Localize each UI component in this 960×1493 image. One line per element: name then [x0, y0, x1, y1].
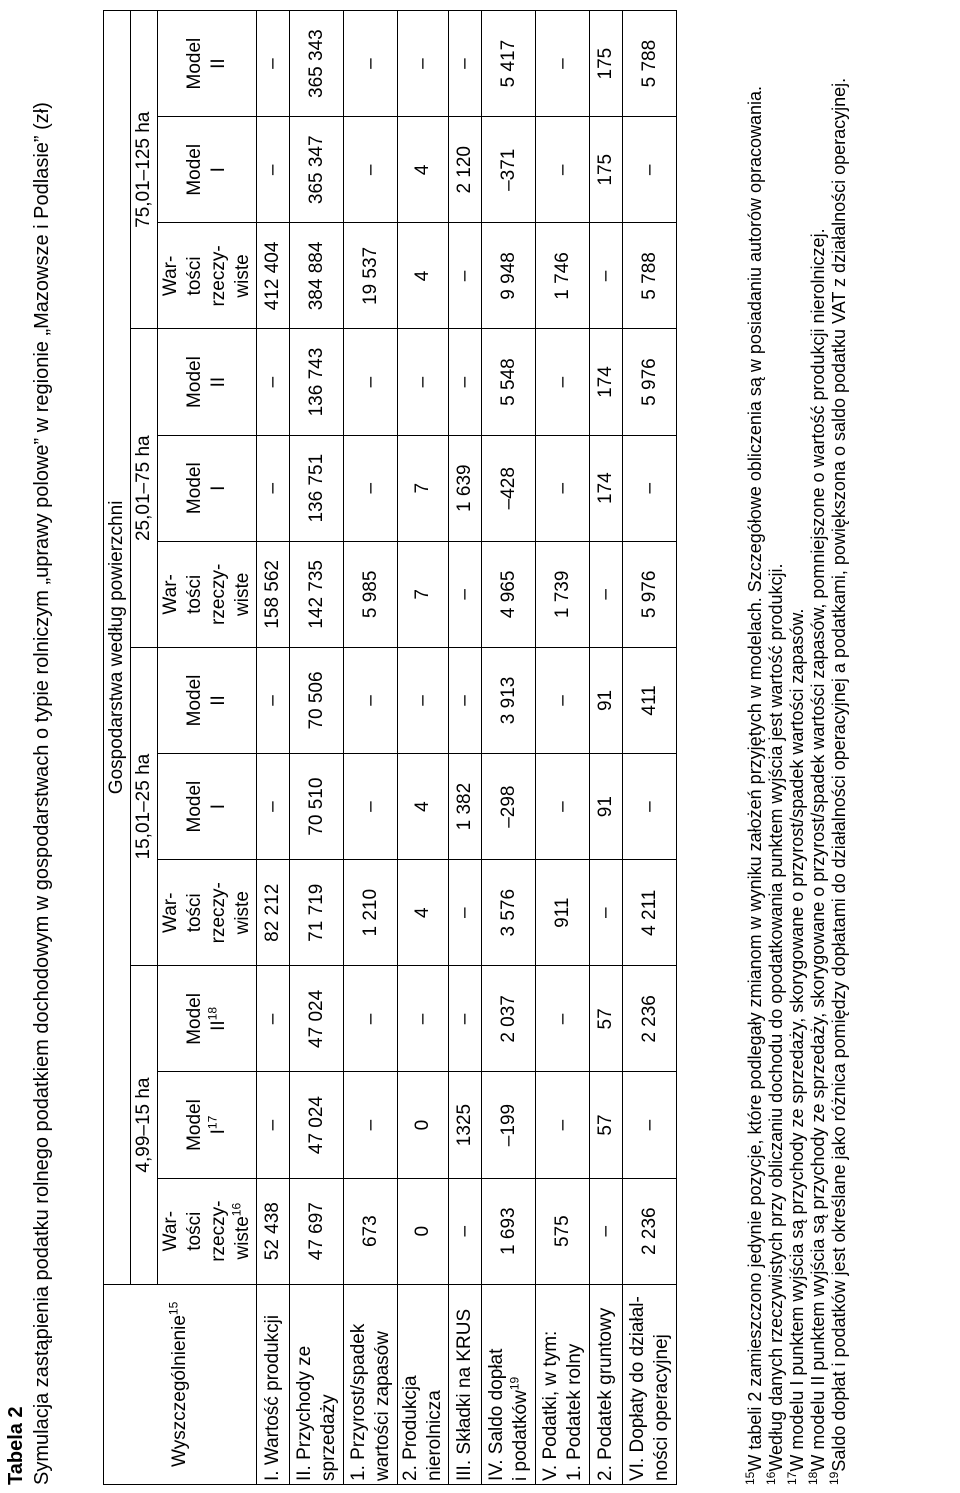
- footnote-number: 16: [764, 1471, 778, 1485]
- table-cell: 411: [623, 647, 677, 753]
- table-cell: 673: [344, 1178, 398, 1284]
- table-cell: –: [449, 11, 482, 117]
- footnote: [766, 9, 787, 1485]
- row-label: [623, 1284, 677, 1484]
- table-cell: –199: [482, 1072, 536, 1178]
- row-label-line: III. Składki na KRUS: [454, 1308, 475, 1481]
- footnote-ref: 16: [229, 1202, 244, 1217]
- table-cell: 175: [590, 11, 623, 117]
- table-cell: 4: [398, 223, 449, 329]
- row-label-line: II. Przychody ze: [293, 1345, 315, 1481]
- table-cell: –: [257, 329, 290, 435]
- table-row: [290, 11, 344, 1485]
- table-cell: 52 438: [257, 1178, 290, 1284]
- column-header: [158, 435, 257, 541]
- column-header: [158, 541, 257, 647]
- row-label: [290, 1284, 344, 1484]
- row-label: [257, 1284, 290, 1484]
- table-cell: 158 562: [257, 541, 290, 647]
- row-label: [344, 1284, 398, 1484]
- table-cell: –: [623, 117, 677, 223]
- footnote-text: W modelu I punktem wyjścia są przychody ze sprzedaży, skorygowane o przyrost/spadek wartości zapasów.: [787, 608, 807, 1472]
- footnote-text: W tabeli 2 zamieszczono jedynie pozycje, które podlegały zmianom w wyniku założeń przyjętych w modelach. Szczegółowe obliczenia są w posiadaniu autorów opracowania.: [745, 85, 765, 1472]
- table-cell: 70 510: [290, 754, 344, 860]
- table-cell: –: [398, 647, 449, 753]
- column-header-line: War-: [160, 255, 181, 297]
- table-cell: –: [449, 1178, 482, 1284]
- group-header: 25,01–75 ha: [131, 329, 158, 647]
- row-label-line: 1. Przyrost/spadek: [347, 1323, 369, 1481]
- table-cell: 365 347: [290, 117, 344, 223]
- table-cell: –: [344, 117, 398, 223]
- column-header-line: Model: [184, 462, 205, 515]
- table-cell: 1 739: [536, 541, 590, 647]
- table-cell: –: [536, 1072, 590, 1178]
- column-header-line: Model: [184, 780, 205, 833]
- table-cell: –: [536, 754, 590, 860]
- table-cell: 2 236: [623, 1178, 677, 1284]
- table-cell: 1 693: [482, 1178, 536, 1284]
- table-row: [344, 11, 398, 1485]
- column-header-line: II: [208, 695, 229, 706]
- row-label: [536, 1284, 590, 1484]
- column-header: [158, 754, 257, 860]
- column-header-line: I: [208, 803, 229, 810]
- table-cell: –: [398, 11, 449, 117]
- table-row: [590, 11, 623, 1485]
- column-header: [158, 860, 257, 966]
- row-label-line: IV. Saldo dopłat: [485, 1348, 507, 1481]
- table-cell: 2 120: [449, 117, 482, 223]
- table-cell: –: [344, 11, 398, 117]
- table-cell: 4: [398, 860, 449, 966]
- table-cell: –: [257, 1072, 290, 1178]
- footnote-ref: 19: [507, 1376, 522, 1391]
- table-cell: 4: [398, 117, 449, 223]
- column-header-line: I: [208, 485, 229, 491]
- corner-header: Wyszczególnienie$^{15}$: [104, 1284, 257, 1484]
- table-cell: 5 788: [623, 223, 677, 329]
- table-cell: 136 743: [290, 329, 344, 435]
- table-cell: –: [344, 754, 398, 860]
- row-label-line: ności operacyjnej: [650, 1334, 672, 1481]
- table-cell: 7: [398, 541, 449, 647]
- table-cell: –: [449, 541, 482, 647]
- table-cell: –: [257, 435, 290, 541]
- row-label: [482, 1284, 536, 1484]
- group-header: 75,01–125 ha: [131, 11, 158, 329]
- table-cell: –: [590, 541, 623, 647]
- table-cell: –371: [482, 117, 536, 223]
- column-header-line: Model: [184, 143, 205, 196]
- row-label-line: VI. Dopłaty do działal-: [626, 1296, 648, 1481]
- table-cell: –: [536, 435, 590, 541]
- table-cell: –: [257, 647, 290, 753]
- table-cell: –: [536, 966, 590, 1072]
- column-header-line: wiste: [232, 572, 253, 616]
- column-header-line: rzeczy-: [208, 882, 229, 944]
- column-header-line: I: [208, 167, 229, 173]
- table-cell: 5 985: [344, 541, 398, 647]
- table-row: [449, 11, 482, 1485]
- column-header: [158, 329, 257, 435]
- column-header-line: tości: [184, 574, 205, 614]
- row-label: [449, 1284, 482, 1484]
- footnotes: [745, 9, 850, 1485]
- table-row: [257, 11, 290, 1485]
- table-cell: 1 746: [536, 223, 590, 329]
- table-cell: –: [344, 647, 398, 753]
- footnote-number: 17: [785, 1471, 799, 1485]
- table-cell: 47 024: [290, 1072, 344, 1178]
- table-cell: –: [449, 860, 482, 966]
- footnote: [808, 9, 829, 1485]
- table-cell: –: [536, 117, 590, 223]
- table-cell: –298: [482, 754, 536, 860]
- table-cell: –: [257, 754, 290, 860]
- table-cell: 2 037: [482, 966, 536, 1072]
- table-cell: 5 548: [482, 329, 536, 435]
- column-header: [158, 117, 257, 223]
- table-row: [536, 11, 590, 1485]
- table-cell: –: [398, 966, 449, 1072]
- table-cell: –: [344, 966, 398, 1072]
- table-cell: –: [449, 966, 482, 1072]
- table-cell: –: [257, 966, 290, 1072]
- group-header: 15,01–25 ha: [131, 647, 158, 965]
- table-cell: –: [449, 647, 482, 753]
- table-cell: –: [449, 223, 482, 329]
- column-header-line: tości: [184, 256, 205, 296]
- footnote-number: 15: [743, 1471, 757, 1485]
- table-cell: 142 735: [290, 541, 344, 647]
- footnote: [787, 9, 808, 1485]
- table-cell: 5 976: [623, 329, 677, 435]
- column-header-line: War-: [160, 1210, 181, 1252]
- table-cell: 57: [590, 1072, 623, 1178]
- footnote-text: W modelu II punktem wyjścia są przychody ze sprzedaży, skorygowane o przyrost/spadek wartości zapasów, pomniejszone o wartość produkcji nierolniczej.: [808, 228, 828, 1472]
- table-cell: 4 211: [623, 860, 677, 966]
- table-cell: 91: [590, 647, 623, 753]
- table-cell: 575: [536, 1178, 590, 1284]
- table-cell: 1325: [449, 1072, 482, 1178]
- table-cell: –: [623, 754, 677, 860]
- column-header-line: wiste: [232, 1216, 253, 1260]
- footnote-number: 19: [827, 1471, 841, 1485]
- row-label-line: V. Podatki, w tym:: [539, 1330, 561, 1481]
- row-label-line: wartości zapasów: [371, 1331, 393, 1481]
- table-cell: 0: [398, 1178, 449, 1284]
- table-cell: 0: [398, 1072, 449, 1178]
- table-cell: 3 913: [482, 647, 536, 753]
- table-cell: 57: [590, 966, 623, 1072]
- table-cell: 5 788: [623, 11, 677, 117]
- table-cell: 412 404: [257, 223, 290, 329]
- table-cell: –: [536, 11, 590, 117]
- row-label-line: 2. Podatek gruntowy: [595, 1307, 616, 1481]
- row-label-line: i podatków: [509, 1390, 531, 1481]
- table-cell: –: [257, 11, 290, 117]
- row-label-line: I. Wartość produkcji: [262, 1314, 283, 1481]
- footnote-text: Saldo dopłat i podatków jest określane jako różnica pomiędzy dopłatami do działalności operacyjnej a podatkami, powiększona o saldo podatku VAT z działalności operacyjnej.: [829, 77, 849, 1472]
- table-cell: –428: [482, 435, 536, 541]
- column-header-line: I: [208, 1129, 229, 1135]
- table-cell: 3 576: [482, 860, 536, 966]
- column-header-line: rzeczy-: [208, 1200, 229, 1262]
- row-label: [590, 1284, 623, 1484]
- table-cell: 71 719: [290, 860, 344, 966]
- row-label-line: 1. Podatek rolny: [563, 1343, 585, 1481]
- table-cell: 174: [590, 329, 623, 435]
- table-cell: 1 382: [449, 754, 482, 860]
- simulation-table: [103, 10, 677, 1485]
- table-cell: –: [257, 117, 290, 223]
- table-cell: –: [344, 329, 398, 435]
- column-header-line: War-: [160, 892, 181, 933]
- column-header: [158, 647, 257, 753]
- column-header: [158, 966, 257, 1072]
- column-header-line: rzeczy-: [208, 563, 229, 625]
- table-cell: 70 506: [290, 647, 344, 753]
- footnote-ref: 18: [205, 1006, 220, 1021]
- column-header-line: tości: [184, 1211, 205, 1251]
- column-header: [158, 1178, 257, 1284]
- table-row: [482, 11, 536, 1485]
- table-cell: –: [344, 1072, 398, 1178]
- footnote: [829, 9, 850, 1485]
- table-cell: 47 697: [290, 1178, 344, 1284]
- table-cell: 5 976: [623, 541, 677, 647]
- row-label-line: 2. Produkcja nierolnicza: [400, 1375, 445, 1481]
- footnote: [745, 9, 766, 1485]
- table-cell: –: [398, 329, 449, 435]
- row-label: [398, 1284, 449, 1484]
- table-row: [623, 11, 677, 1485]
- table-cell: –: [623, 435, 677, 541]
- table-label: Tabela 2: [5, 1406, 27, 1485]
- super-header: Gospodarstwa według powierzchni: [104, 11, 131, 1285]
- column-header: [158, 1072, 257, 1178]
- column-header-line: wiste: [232, 891, 253, 935]
- table-cell: –: [536, 647, 590, 753]
- table-cell: 911: [536, 860, 590, 966]
- table-heading: [3, 15, 55, 1485]
- column-header: [158, 11, 257, 117]
- table-cell: –: [590, 223, 623, 329]
- column-header-line: Model: [184, 356, 205, 408]
- column-header-line: Model: [184, 37, 205, 90]
- column-header-line: Model: [184, 993, 205, 1045]
- table-row: [398, 11, 449, 1485]
- table-cell: –: [623, 1072, 677, 1178]
- table-cell: 174: [590, 435, 623, 541]
- column-header-line: Model: [184, 674, 205, 727]
- table-caption: Symulacja zastąpienia podatku rolnego podatkiem dochodowym w gospodarstwach o typie rolniczym „uprawy polowe” w regionie „Mazowsze i Podlasie” (zł): [31, 102, 53, 1485]
- table-cell: 5 417: [482, 11, 536, 117]
- row-label-line: sprzedaży: [317, 1394, 339, 1481]
- table-cell: –: [590, 1178, 623, 1284]
- column-header-line: wiste: [232, 254, 253, 298]
- column-header: [158, 223, 257, 329]
- table-cell: –: [449, 329, 482, 435]
- table-cell: –: [590, 860, 623, 966]
- group-header: 4,99–15 ha: [131, 966, 158, 1284]
- column-header-line: rzeczy-: [208, 245, 229, 307]
- table-cell: –: [536, 329, 590, 435]
- column-header-line: II: [208, 1020, 229, 1031]
- column-header-line: Model: [184, 1099, 205, 1151]
- table-cell: 2 236: [623, 966, 677, 1072]
- table-cell: 1 210: [344, 860, 398, 966]
- table-cell: 19 537: [344, 223, 398, 329]
- table-cell: 7: [398, 435, 449, 541]
- column-header-line: tości: [184, 893, 205, 933]
- column-header-line: II: [208, 58, 229, 69]
- column-header-line: II: [208, 376, 229, 388]
- table-cell: 4 965: [482, 541, 536, 647]
- footnote-text: Według danych rzeczywistych przy obliczaniu dochodu do opodatkowania punktem wyjścia jest wartość produkcji.: [766, 563, 786, 1472]
- table-cell: 82 212: [257, 860, 290, 966]
- footnote-ref: 17: [205, 1115, 220, 1130]
- column-header-line: War-: [160, 574, 181, 615]
- table-cell: 1 639: [449, 435, 482, 541]
- table-cell: 384 884: [290, 223, 344, 329]
- table-cell: 47 024: [290, 966, 344, 1072]
- footnote-number: 18: [806, 1471, 820, 1485]
- table-cell: 136 751: [290, 435, 344, 541]
- table-cell: 365 343: [290, 11, 344, 117]
- table-cell: 9 948: [482, 223, 536, 329]
- table-cell: –: [344, 435, 398, 541]
- table-cell: 91: [590, 754, 623, 860]
- table-cell: 4: [398, 754, 449, 860]
- table-cell: 175: [590, 117, 623, 223]
